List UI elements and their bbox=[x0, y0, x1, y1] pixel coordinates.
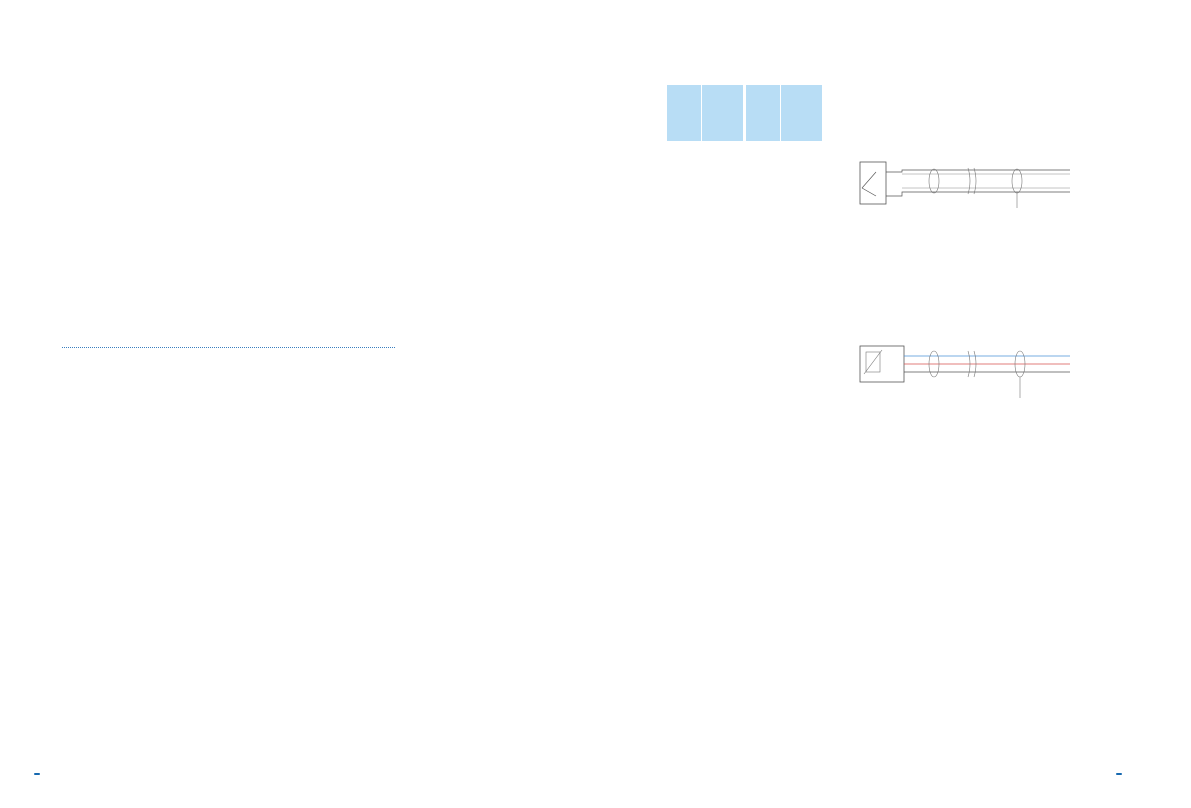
header-no bbox=[746, 85, 781, 142]
header-no bbox=[667, 85, 702, 142]
divider bbox=[62, 347, 395, 348]
footer-left bbox=[34, 773, 45, 775]
terminal-table bbox=[667, 85, 823, 142]
header-name bbox=[781, 85, 823, 142]
header-name bbox=[702, 85, 744, 142]
brand-logo bbox=[1116, 773, 1122, 775]
thermocouple-box bbox=[860, 162, 886, 204]
wiring-diagram bbox=[842, 150, 1132, 400]
table-header-row bbox=[667, 85, 823, 142]
brand-logo bbox=[34, 773, 40, 775]
footer-right bbox=[1116, 773, 1127, 775]
cold-junction-box bbox=[860, 346, 904, 382]
